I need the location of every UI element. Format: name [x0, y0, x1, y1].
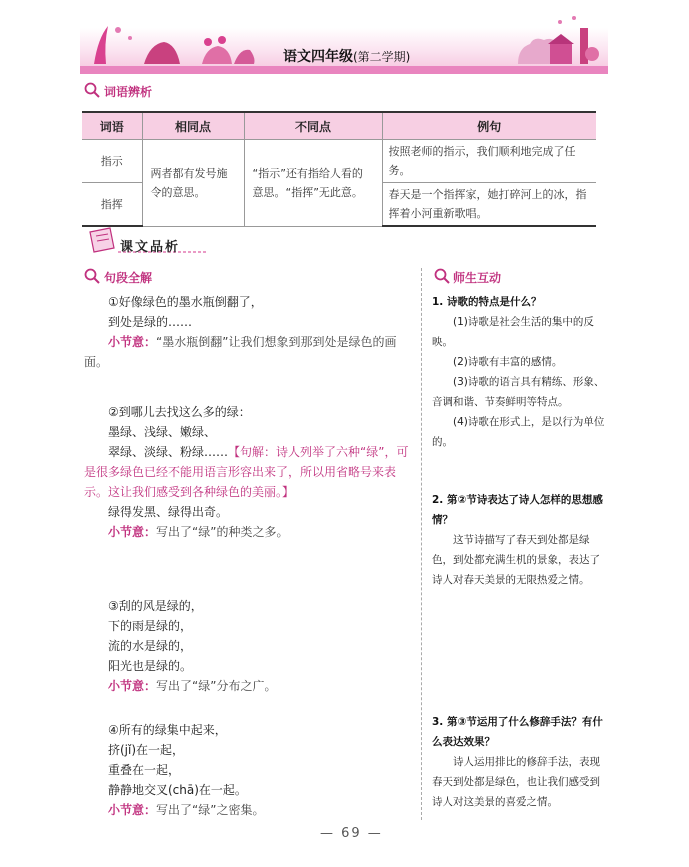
column-header: 例句 — [382, 112, 596, 140]
poem-line: 重叠在一起， — [108, 763, 181, 777]
poem-line: 挤(jǐ)在一起， — [108, 743, 185, 757]
header-right-decoration — [500, 14, 605, 68]
question: 3. 第③节运用了什么修辞手法？有什么表达效果？ — [432, 716, 603, 748]
poem-line: 翠绿、淡绿、粉绿…… — [108, 445, 229, 459]
qa-1 — [432, 292, 610, 452]
sentence-analysis: 【句解：诗人列举了六种“绿”，可是很多绿色已经不能用语言形容出来了，所以用省略号来表示。这让我们感受到各种绿色的美丽。】 — [84, 445, 409, 499]
header-title — [283, 46, 410, 66]
difference-cell: “指示”还有指给人看的意思。“指挥”无此意。 — [244, 140, 382, 227]
word-cell: 指示 — [82, 140, 142, 183]
column-header: 不同点 — [244, 112, 382, 140]
poem-line: 流的水是绿的， — [108, 639, 193, 653]
stanza-note: 写出了“绿”分布之广。 — [156, 679, 277, 693]
table-header-row — [82, 112, 596, 140]
word-cell: 指挥 — [82, 183, 142, 227]
stanza-note: 写出了“绿”的种类之多。 — [156, 525, 289, 539]
poem-line: 下的雨是绿的， — [108, 619, 193, 633]
poem-line: 墨绿、浅绿、嫩绿、 — [108, 425, 217, 439]
qa-3 — [432, 712, 610, 812]
stanza-2 — [84, 402, 414, 542]
answer-item: (4)诗歌在形式上，是以行为单位的。 — [432, 416, 605, 448]
right-heading: 师生互动 — [453, 271, 502, 285]
magnifier-icon — [84, 268, 100, 284]
stanza-note: “墨水瓶倒翻”让我们想象到那到处是绿色的画面。 — [84, 335, 397, 369]
same-cell: 两者都有发号施令的意思。 — [142, 140, 244, 227]
column-divider — [421, 268, 422, 820]
poem-line: 绿得发黑、绿得出奇。 — [108, 505, 229, 519]
stanza-note: 写出了“绿”之密集。 — [156, 803, 265, 817]
note-label: 小节意： — [108, 679, 157, 693]
poem-line: ②到哪儿去找这么多的绿： — [108, 405, 251, 419]
stanza-4 — [84, 720, 414, 820]
poem-line: 到处是绿的…… — [108, 315, 193, 329]
example-cell: 按照老师的指示，我们顺利地完成了任务。 — [382, 140, 596, 183]
stanza-3 — [84, 596, 414, 696]
answer-item: (3)诗歌的语言具有精练、形象、音调和谐、节奏鲜明等特点。 — [432, 376, 605, 408]
qa-2 — [432, 490, 610, 590]
magnifier-icon — [84, 82, 100, 98]
answer: 诗人运用排比的修辞手法，表现春天到处都是绿色，也让我们感受到诗人对这美景的喜爱之情。 — [432, 756, 600, 808]
note-label: 小节意： — [108, 525, 157, 539]
answer-item: (1)诗歌是社会生活的集中的反映。 — [432, 316, 594, 348]
question: 1. 诗歌的特点是什么？ — [432, 296, 542, 308]
question: 2. 第②节诗表达了诗人怎样的思想感情？ — [432, 494, 603, 526]
poem-line: ③刮的风是绿的， — [108, 599, 203, 613]
left-heading: 句段全解 — [104, 271, 153, 285]
answer-item: (2)诗歌有丰富的感情。 — [453, 356, 563, 368]
poem-line: 阳光也是绿的。 — [108, 659, 193, 673]
note-label: 小节意： — [108, 803, 157, 817]
page-number: — 69 — — [320, 826, 383, 841]
stanza-1 — [84, 292, 414, 372]
banner-label: 课文品析 — [120, 240, 181, 255]
header-left-decoration — [84, 18, 259, 68]
column-header: 词语 — [82, 112, 142, 140]
poem-line: 静静地交叉(chā)在一起。 — [108, 783, 247, 797]
answer: 这节诗描写了春天到处都是绿色，到处都充满生机的景象，表达了诗人对春天美景的无限热爱之情。 — [432, 534, 600, 586]
poem-line: ①好像绿色的墨水瓶倒翻了， — [108, 295, 263, 309]
note-label: 小节意： — [108, 335, 157, 349]
table-row — [82, 140, 596, 183]
example-cell: 春天是一个指挥家，她打碎河上的冰，指挥着小河重新歌唱。 — [382, 183, 596, 227]
book-title: 语文四年级 — [283, 49, 353, 65]
magnifier-icon — [434, 268, 450, 284]
vocab-heading: 词语辨析 — [104, 85, 153, 99]
column-header: 相同点 — [142, 112, 244, 140]
book-subtitle: (第二学期) — [353, 50, 411, 64]
vocab-table — [82, 111, 596, 227]
poem-line: ④所有的绿集中起来， — [108, 723, 227, 737]
